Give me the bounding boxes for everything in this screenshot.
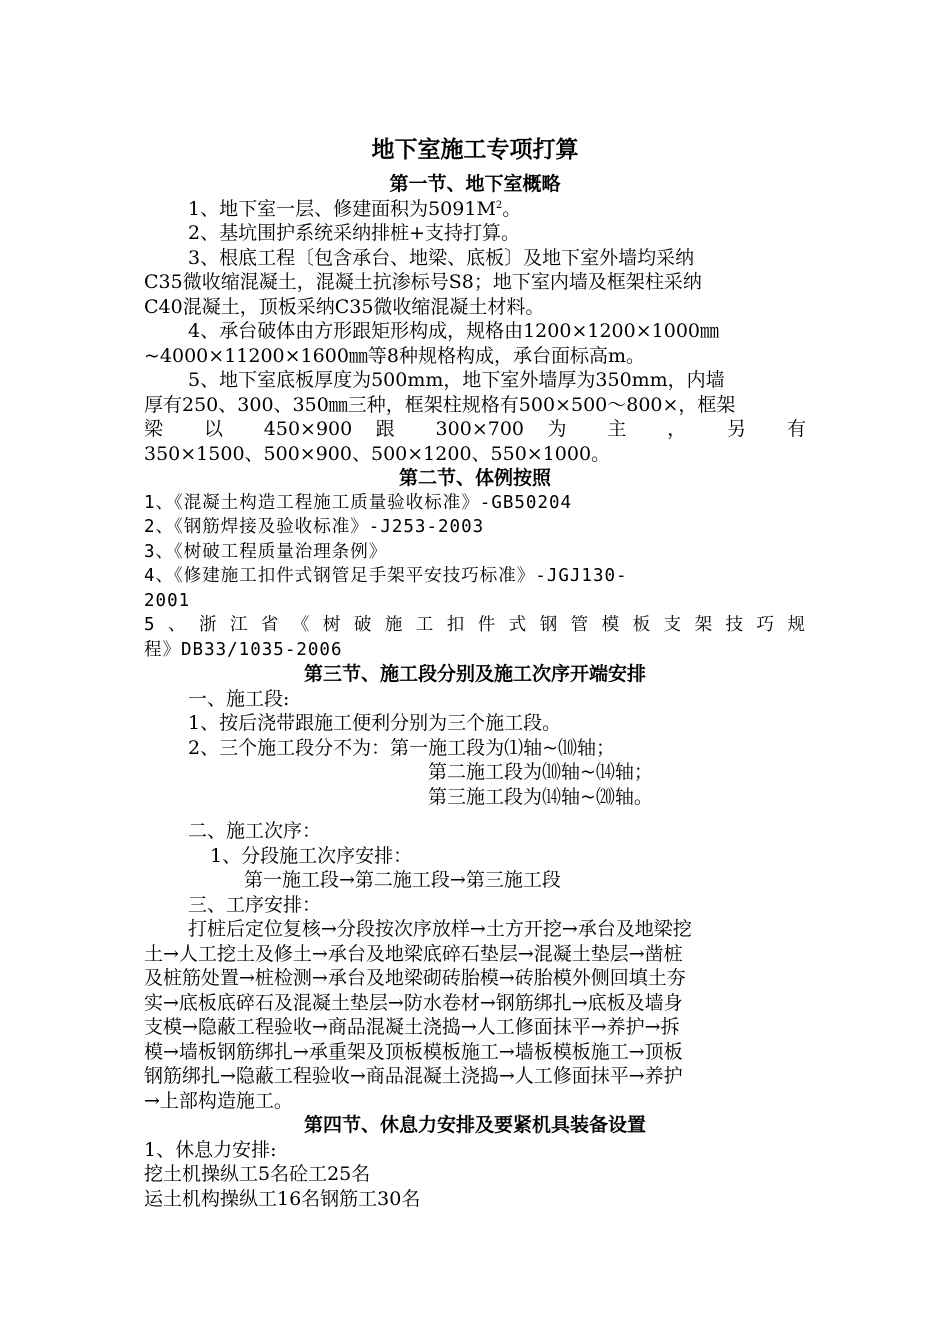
- paragraph-line: 支模→隐蔽工程验收→商品混凝土浇捣→人工修面抹平→养护→拆: [144, 1016, 680, 1038]
- subheading: 一、施工段:: [188, 687, 290, 710]
- reference-item: 5、浙江省《树破施工扣件式钢管模板支架技巧规: [144, 615, 806, 635]
- paragraph: 1、休息力安排:: [144, 1138, 277, 1161]
- reference-item: 1、《混凝土构造工程施工质量验收标准》-GB50204: [144, 492, 573, 513]
- reference-item-continued: 程》DB33/1035-2006: [144, 639, 343, 660]
- section-4-heading: 第四节、休息力安排及要紧机具装备设置: [303, 1114, 646, 1136]
- document-body: [144, 132, 806, 1211]
- document-title: 地下室施工专项打算: [371, 137, 579, 163]
- paragraph-line: C35微收缩混凝土，混凝土抗渗标号S8；地下室内墙及框架柱采纳: [144, 271, 702, 293]
- section-2-heading: 第二节、体例按照: [398, 467, 551, 489]
- paragraph-line: 5、地下室底板厚度为500mm，地下室外墙厚为350mm，内墙: [188, 369, 725, 391]
- paragraph-line: 钢筋绑扎→隐蔽工程验收→商品混凝土浇捣→人工修面抹平→养护: [144, 1065, 683, 1087]
- paragraph: 挖土机操纵工5名砼工25名: [144, 1163, 371, 1185]
- reference-item-continued: 2001: [144, 590, 191, 611]
- reference-item: 4、《修建施工扣件式钢管足手架平安技巧标准》-JGJ130-: [144, 566, 628, 586]
- paragraph-line: →上部构造施工。: [144, 1089, 293, 1112]
- paragraph-line: 打桩后定位复核→分段按次序放样→土方开挖→承台及地梁挖: [188, 918, 692, 940]
- spacer: [144, 809, 806, 819]
- paragraph-line: 模→墙板钢筋绑扎→承重架及顶板模板施工→墙板模板施工→顶板: [144, 1040, 683, 1063]
- subheading: 三、工序安排：: [188, 893, 322, 916]
- paragraph: 1、分段施工次序安排：: [210, 844, 413, 867]
- paragraph: 1、按后浇带跟施工便利分别为三个施工段。: [188, 712, 562, 734]
- paragraph: 第一施工段→第二施工段→第三施工段: [244, 869, 561, 891]
- paragraph-line: 土→人工挖土及修土→承台及地梁底碎石垫层→混凝土垫层→凿桩: [144, 942, 683, 965]
- section-3-heading: 第三节、施工段分别及施工次序开端安排: [303, 663, 646, 685]
- reference-item: 2、《钢筋焊接及验收标准》-J253-2003: [144, 517, 485, 537]
- paragraph: 第二施工段为⑽轴~⒁轴；: [428, 761, 653, 783]
- paragraph-line: ~4000×11200×1600㎜等8种规格构成，承台面标高m。: [144, 344, 646, 367]
- section-1-heading: 第一节、地下室概略: [389, 173, 561, 195]
- paragraph: [144, 197, 806, 222]
- paragraph-text: 1、地下室一层、修建面积为5091M: [188, 197, 496, 220]
- paragraph-line: 厚有250、300、350㎜三种，框架柱规格有500×500～800×，框架: [144, 393, 736, 416]
- paragraph-line: 梁 以 450×900 跟 300×700 为 主 ， 另 有: [144, 418, 806, 440]
- paragraph: 2、三个施工段分不为：第一施工段为⑴轴~⑽轴；: [188, 736, 616, 759]
- paragraph-line: C40混凝土，顶板采纳C35微收缩混凝土材料。: [144, 295, 545, 318]
- paragraph: 运土机构操纵工16名钢筋工30名: [144, 1187, 421, 1210]
- paragraph-line: 350×1500、500×900、500×1200、550×1000。: [144, 442, 611, 465]
- paragraph: 第三施工段为⒁轴~⒇轴。: [428, 785, 653, 808]
- paragraph-line: 实→底板底碎石及混凝土垫层→防水卷材→钢筋绑扎→底板及墙身: [144, 991, 683, 1014]
- paragraph-line: 及桩筋处置→桩检测→承台及地梁砌砖胎模→砖胎模外侧回填土夯: [144, 967, 686, 989]
- paragraph-text: 。: [502, 197, 522, 220]
- paragraph-line: 3、根底工程〔包含承台、地梁、底板〕及地下室外墙均采纳: [188, 246, 695, 269]
- paragraph-line: 4、承台破体由方形跟矩形构成，规格由1200×1200×1000㎜: [188, 320, 719, 342]
- superscript: 2: [495, 199, 503, 211]
- reference-item: 3、《树破工程质量治理条例》: [144, 541, 388, 562]
- subheading: 二、施工次序：: [188, 820, 322, 842]
- paragraph: 2、基坑围护系统采纳排桩+支持打算。: [188, 222, 521, 244]
